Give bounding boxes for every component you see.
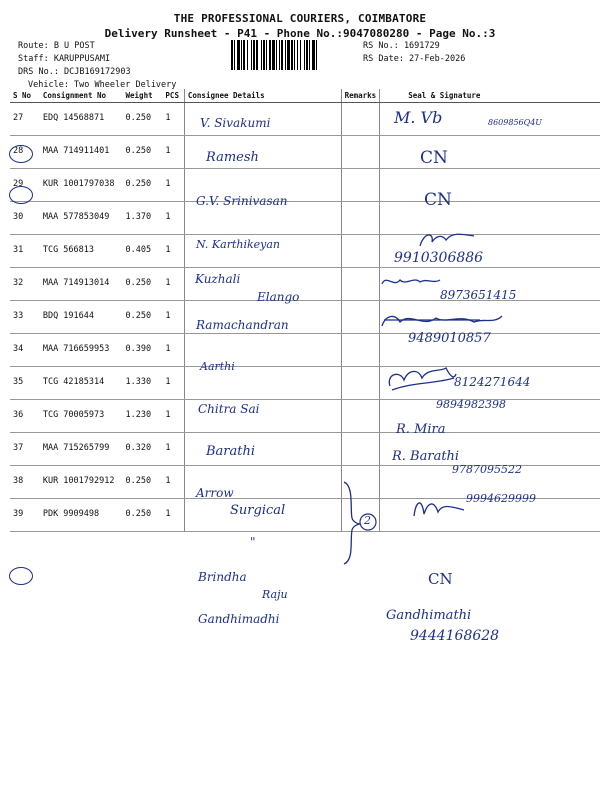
hw-sig-27: M. Vb	[394, 108, 443, 127]
cell-pcs: 1	[162, 169, 184, 202]
cell-remarks	[341, 202, 380, 235]
hw-sig-34: 9894982398	[436, 398, 506, 411]
hw-sig-35a: R. Barathi	[392, 449, 460, 464]
hw-name-28: Ramesh	[206, 150, 259, 165]
meta-left	[18, 40, 176, 92]
cell-consignment: MAA 716659953	[40, 334, 123, 367]
table-row	[10, 235, 600, 268]
cell-weight: 0.250	[123, 466, 163, 499]
hw-sig-31: 8973651415	[440, 288, 517, 302]
hw-name-29: G.V. Srinivasan	[196, 194, 288, 208]
cell-remarks	[341, 433, 380, 466]
brace-mark	[338, 480, 378, 565]
cell-weight: 0.250	[123, 301, 163, 334]
hw-sig-30-scribble	[418, 228, 478, 250]
cell-consignment: MAA 714911401	[40, 136, 123, 169]
cell-pcs: 1	[162, 334, 184, 367]
cell-sno: 32	[10, 268, 40, 301]
col-pcs: PCS	[162, 89, 184, 103]
hw-name-38a: Brindha	[198, 570, 247, 584]
cell-pcs: 1	[162, 466, 184, 499]
sno-circle-28	[9, 145, 33, 163]
hw-sig-32-scribble	[380, 310, 504, 332]
col-consignee: Consignee Details	[184, 89, 341, 103]
cell-weight: 0.390	[123, 334, 163, 367]
col-consignment: Consignment No	[40, 89, 123, 103]
hw-name-39: Gandhimadhi	[198, 612, 280, 626]
hw-sig-33-scribble	[384, 364, 458, 392]
hw-sig-34b: R. Mira	[396, 422, 446, 437]
cell-consignment: PDK 9909498	[40, 499, 123, 532]
cell-consignment: TCG 70005973	[40, 400, 123, 433]
cell-weight: 1.230	[123, 400, 163, 433]
cell-seal	[380, 169, 600, 202]
cell-consignment: MAA 714913014	[40, 268, 123, 301]
col-sno: S No	[10, 89, 40, 103]
cell-sno: 35	[10, 367, 40, 400]
cell-sno: 34	[10, 334, 40, 367]
col-seal: Seal & Signature	[380, 89, 600, 103]
cell-weight: 1.370	[123, 202, 163, 235]
rs-date: RS Date: 27-Feb-2026	[363, 54, 466, 64]
runsheet-header-title: THE PROFESSIONAL COURIERS, COIMBATORE	[173, 12, 427, 25]
cell-sno: 38	[10, 466, 40, 499]
table-header-row	[10, 89, 600, 103]
cell-pcs: 1	[162, 136, 184, 169]
cell-pcs: 1	[162, 268, 184, 301]
cell-remarks	[341, 136, 380, 169]
cell-consignment: KUR 1001797038	[40, 169, 123, 202]
cell-remarks	[341, 103, 380, 136]
hw-sig-32: 9489010857	[408, 331, 491, 346]
cell-pcs: 1	[162, 235, 184, 268]
cell-remarks	[341, 169, 380, 202]
hw-sig-38: CN	[428, 570, 453, 588]
table-row	[10, 433, 600, 466]
hw-sig-36: 9994629999	[466, 492, 536, 505]
cell-weight: 0.250	[123, 499, 163, 532]
rs-number: RS No.: 1691729	[363, 41, 440, 51]
cell-remarks	[341, 400, 380, 433]
cell-seal	[380, 202, 600, 235]
cell-seal	[380, 136, 600, 169]
hw-sig-27b: 8609856Q4U	[488, 118, 543, 127]
cell-sno: 36	[10, 400, 40, 433]
hw-name-36a: Arrow	[196, 486, 234, 500]
hw-name-31a: Kuzhali	[195, 272, 241, 286]
hw-name-38b: Raju	[262, 588, 288, 601]
cell-remarks	[341, 334, 380, 367]
table-row	[10, 169, 600, 202]
hw-sig-28: CN	[420, 148, 448, 168]
cell-pcs: 1	[162, 301, 184, 334]
cell-consignment: MAA 577853049	[40, 202, 123, 235]
cell-sno: 37	[10, 433, 40, 466]
cell-pcs: 1	[162, 433, 184, 466]
table-row	[10, 400, 600, 433]
runsheet-header-subtitle: Delivery Runsheet - P41 - Phone No.:9047080280 - Page No.:3	[104, 27, 496, 40]
cell-sno: 30	[10, 202, 40, 235]
staff-text: Staff: KARUPPUSAMI	[18, 54, 111, 64]
cell-weight: 1.330	[123, 367, 163, 400]
cell-weight: 0.250	[123, 268, 163, 301]
hw-name-33: Aarthi	[200, 360, 235, 373]
hw-sig-31-scribble	[380, 272, 442, 290]
hw-sig-33: 8124271644	[454, 375, 531, 389]
hw-name-36b: Surgical	[230, 503, 286, 518]
table-row	[10, 202, 600, 235]
hw-sig-39b: 9444168628	[410, 628, 500, 644]
hw-name-27: V. Sivakumi	[200, 116, 271, 130]
table-row	[10, 301, 600, 334]
sno-circle-29	[9, 186, 33, 204]
vehicle-text: Vehicle: Two Wheeler Delivery	[28, 80, 177, 90]
cell-sno: 28	[10, 136, 40, 169]
cell-weight: 0.405	[123, 235, 163, 268]
cell-sno: 27	[10, 103, 40, 136]
cell-weight: 0.320	[123, 433, 163, 466]
cell-sno: 29	[10, 169, 40, 202]
cell-pcs: 1	[162, 400, 184, 433]
hw-sig-29: CN	[424, 190, 452, 210]
cell-remarks	[341, 367, 380, 400]
col-remarks: Remarks	[341, 89, 380, 103]
brace-number: 2	[364, 514, 371, 527]
sno-circle-38	[9, 567, 33, 585]
hw-sig-39a: Gandhimathi	[386, 608, 472, 623]
hw-name-35: Barathi	[206, 444, 256, 459]
hw-sig-35b: 9787095522	[452, 463, 522, 476]
cell-consignment: BDQ 191644	[40, 301, 123, 334]
cell-sno: 39	[10, 499, 40, 532]
hw-name-32: Ramachandran	[196, 318, 289, 332]
hw-name-31b: Elango	[257, 290, 300, 304]
hw-name-34: Chitra Sai	[198, 402, 260, 416]
col-weight: Weight	[123, 89, 163, 103]
table-row	[10, 136, 600, 169]
hw-sig-36-scribble	[410, 494, 466, 520]
cell-consignment: EDQ 14568871	[40, 103, 123, 136]
cell-pcs: 1	[162, 367, 184, 400]
cell-sno: 31	[10, 235, 40, 268]
hw-name-30: N. Karthikeyan	[196, 238, 281, 251]
cell-remarks	[341, 268, 380, 301]
cell-sno: 33	[10, 301, 40, 334]
cell-pcs: 1	[162, 499, 184, 532]
route-text: Route: B U POST	[18, 41, 95, 51]
hw-sig-30: 9910306886	[394, 250, 484, 266]
cell-weight: 0.250	[123, 169, 163, 202]
cell-consignment: KUR 1001792912	[40, 466, 123, 499]
meta-right	[363, 40, 465, 66]
cell-consignment: TCG 42185314	[40, 367, 123, 400]
table-row	[10, 334, 600, 367]
cell-pcs: 1	[162, 202, 184, 235]
barcode	[231, 40, 359, 70]
cell-remarks	[341, 301, 380, 334]
cell-weight: 0.250	[123, 136, 163, 169]
drs-number: DRS No.: DCJB169172903	[18, 67, 131, 77]
cell-weight: 0.250	[123, 103, 163, 136]
cell-consignment: TCG 566813	[40, 235, 123, 268]
cell-pcs: 1	[162, 103, 184, 136]
hw-name-37: "	[250, 535, 256, 549]
cell-remarks	[341, 235, 380, 268]
cell-consignment: MAA 715265799	[40, 433, 123, 466]
